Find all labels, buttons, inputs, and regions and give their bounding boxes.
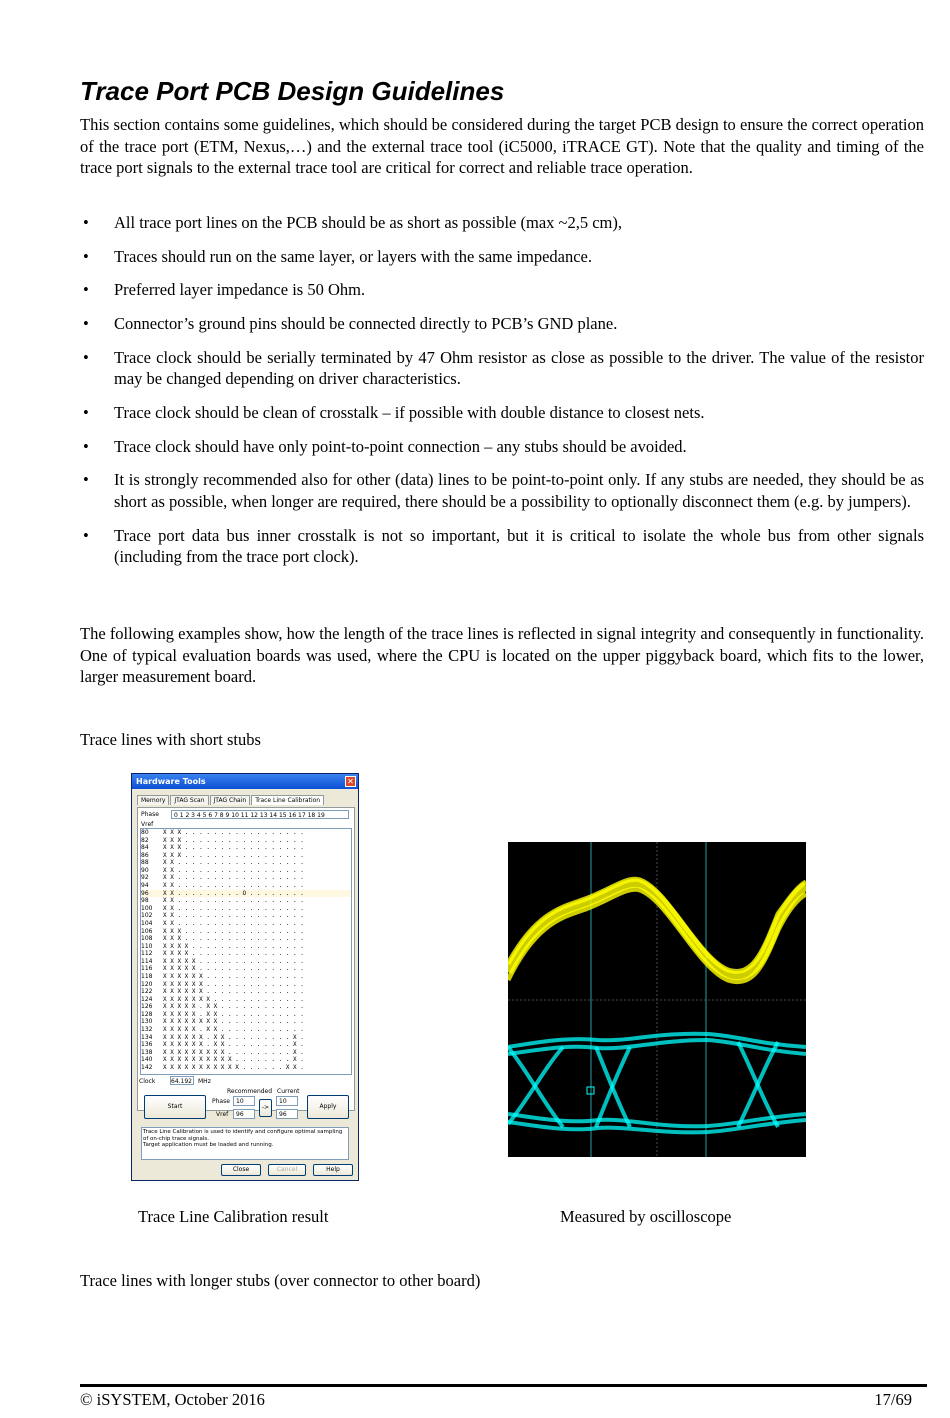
vref-value: 98: [141, 897, 149, 905]
vref-value: 128: [141, 1010, 153, 1018]
calibration-row: [141, 897, 351, 905]
calibration-row: [141, 1018, 351, 1026]
cancel-button[interactable]: Cancel: [268, 1164, 306, 1176]
vref-value: 120: [141, 980, 153, 988]
phase-marks: X X X X . . . . . . . . . . . . . . . .: [163, 950, 304, 958]
vref-value: 110: [141, 942, 153, 950]
caption-oscilloscope: Measured by oscilloscope: [560, 1207, 732, 1226]
phase-marks: X X X X X X . . . . . . . . . . . . . .: [163, 988, 304, 996]
page-number: 17/69: [874, 1390, 912, 1409]
calibration-row: [141, 867, 351, 875]
phase-marks: X X X X . . . . . . . . . . . . . . . .: [163, 942, 304, 950]
phase-marks: X X . . . . . . . . . . . . . . . . . .: [163, 897, 304, 905]
vref-value: 102: [141, 912, 153, 920]
phase-marks: X X X . . . . . . . . . . . . . . . . .: [163, 935, 304, 943]
phase-marks: X X X X X X . . . . . . . . . . . . . .: [163, 980, 304, 988]
calibration-row: [141, 996, 351, 1004]
recommended-vref-field: 96: [233, 1109, 255, 1119]
phase-marks: X X . . . . . . . . . . . . . . . . . .: [163, 919, 304, 927]
phase-marks: X X X X X X X X X X . . . . . . . . X .: [163, 1056, 304, 1064]
vref-value: 112: [141, 950, 153, 958]
phase-marks: X X X . . . . . . . . . . . . . . . . .: [163, 927, 304, 935]
vref-value: 116: [141, 965, 153, 973]
bullet-icon: •: [83, 246, 89, 266]
calibration-row: [141, 973, 351, 981]
vref-value: 108: [141, 935, 153, 943]
phase-marks: X X X X X X . X X . . . . . . . . . X .: [163, 1041, 304, 1049]
close-button[interactable]: Close: [221, 1164, 261, 1176]
vref-value: 124: [141, 995, 153, 1003]
list-item: • Connector’s ground pins should be connected directly to PCB’s GND plane.: [83, 314, 618, 334]
vref-value: 86: [141, 851, 149, 859]
vref-value: 132: [141, 1026, 153, 1034]
calibration-row: [141, 874, 351, 882]
list-item: • All trace port lines on the PCB should be as short as possible (max ~2,5 cm),: [83, 213, 622, 232]
phase-marks: X X . . . . . . . . . . . . . . . . . .: [163, 859, 304, 867]
phase-marks: X X X X X . X X . . . . . . . . . . . .: [163, 1010, 304, 1018]
start-button[interactable]: Start: [144, 1095, 206, 1119]
vref-value: 100: [141, 904, 153, 912]
info-line: Trace Line Calibration is used to identify and configure optimal sampling of on-chip trace signals.: [143, 1129, 343, 1142]
list-item: • Trace clock should have only point-to-point connection – any stubs should be avoided.: [83, 436, 687, 456]
clock-label: Clock: [139, 1078, 156, 1085]
phase-marks: X X X X X X X X X X X . . . . . . X X .: [163, 1063, 304, 1071]
calibration-row: [141, 943, 351, 951]
bullet-icon: •: [83, 436, 89, 456]
phase-marks: X X X . . . . . . . . . . . . . . . . .: [163, 844, 304, 852]
vref-value: 118: [141, 972, 153, 980]
dialog-title-bar: [132, 774, 358, 789]
vref-value: 92: [141, 874, 149, 882]
calibration-row: [141, 965, 351, 973]
vref-label: Vref: [141, 821, 154, 828]
current-phase-field[interactable]: 10: [276, 1096, 298, 1106]
calibration-row: [141, 882, 351, 890]
tab-jtag-chain[interactable]: JTAG Chain: [210, 795, 251, 805]
calibration-row: [141, 905, 351, 913]
phase-marks: X X X . . . . . . . . . . . . . . . . .: [163, 851, 304, 859]
calibration-row: [141, 837, 351, 845]
footer-copyright: © iSYSTEM, October 2016: [80, 1390, 265, 1409]
help-button[interactable]: Help: [313, 1164, 353, 1176]
phase-marks: X X X X X . X X . . . . . . . . . . . .: [163, 1026, 304, 1034]
tab-trace-line-calibration[interactable]: Trace Line Calibration: [251, 795, 324, 805]
phase-marks: X X . . . . . . . . . . . . . . . . . .: [163, 866, 304, 874]
copy-arrow-button[interactable]: ->: [259, 1099, 272, 1117]
phase-marks: X X X X X X X X X . . . . . . . . . X .: [163, 1048, 304, 1056]
oscilloscope-capture: [508, 842, 806, 1157]
oscilloscope-waveforms: [508, 842, 806, 1157]
calibration-row: [141, 981, 351, 989]
phase-label: Phase: [141, 811, 159, 818]
vref-value: 130: [141, 1018, 153, 1026]
tab-jtag-scan[interactable]: JTAG Scan: [170, 795, 208, 805]
bullet-icon: •: [83, 213, 89, 232]
longer-stubs-label: Trace lines with longer stubs (over connector to other board): [80, 1271, 481, 1290]
list-item: • It is strongly recommended also for other (data) lines to be point-to-point only. If any stubs are needed, they should be as short as possible, when longer are required, there should be a possibility to optionally disconnect them (e.g. by jumpers).: [83, 470, 924, 511]
apply-button[interactable]: Apply: [307, 1095, 349, 1119]
vref-value: 82: [141, 836, 149, 844]
phase-header: 0 1 2 3 4 5 6 7 8 9 10 11 12 13 14 15 16 17 18 19: [171, 810, 349, 819]
phase-marks: X X X X X . . . . . . . . . . . . . . .: [163, 965, 304, 973]
vref-value: 106: [141, 927, 153, 935]
intro-paragraph: This section contains some guidelines, which should be considered during the target PCB design to ensure the correct operation of the trace port (ETM, Nexus,…) and the external trace tool (iC5000, iTRACE GT). Note that the quality and timing of the trace port signals to the external trace tool are critical for correct and reliable trace operation.: [80, 115, 924, 177]
calibration-panel: [137, 807, 355, 1111]
tab-memory[interactable]: Memory: [137, 795, 169, 805]
examples-paragraph: The following examples show, how the length of the trace lines is reflected in signal integrity and consequently in functionality. One of typical evaluation boards was used, where the CPU is located on the upper piggyback board, which fits to the lower, larger measurement board.: [80, 624, 924, 686]
vref-value: 96: [141, 889, 149, 897]
calibration-row: [141, 1026, 351, 1034]
bullet-icon: •: [83, 347, 89, 367]
calibration-row: [141, 852, 351, 860]
phase-marks: X X . . . . . . . . . O . . . . . . . .: [163, 889, 304, 897]
phase-marks: X X . . . . . . . . . . . . . . . . . .: [163, 904, 304, 912]
list-item: • Trace clock should be serially terminated by 47 Ohm resistor as close as possible to the driver. The value of the resistor may be changed depending on driver characteristics.: [83, 347, 924, 389]
current-vref-field[interactable]: 96: [276, 1109, 298, 1119]
bullet-icon: •: [83, 525, 89, 545]
section-heading: Trace Port PCB Design Guidelines: [80, 76, 505, 106]
calibration-row: [141, 1064, 351, 1072]
hardware-tools-dialog: [131, 773, 359, 1181]
bullet-icon: •: [83, 470, 89, 490]
vref-value: 142: [141, 1063, 153, 1071]
vref-field-label: Vref: [216, 1111, 229, 1118]
list-item: • Trace port data bus inner crosstalk is not so important, but it is critical to isolate the whole bus from other signals (including from the trace port clock).: [83, 525, 924, 566]
list-item: • Trace clock should be clean of crosstalk – if possible with double distance to closest nets.: [83, 402, 705, 422]
phase-marks: X X X X X X . . . . . . . . . . . . . .: [163, 972, 304, 980]
recommended-phase-field: 10: [233, 1096, 255, 1106]
calibration-row: [141, 829, 351, 837]
calibration-row: [141, 935, 351, 943]
vref-value: 104: [141, 919, 153, 927]
current-label: Current: [277, 1088, 300, 1095]
vref-value: 94: [141, 882, 149, 890]
vref-value: 84: [141, 844, 149, 852]
calibration-row: [141, 1041, 351, 1049]
list-item: • Preferred layer impedance is 50 Ohm.: [83, 280, 366, 300]
vref-value: 90: [141, 866, 149, 874]
phase-marks: X X X X X . . . . . . . . . . . . . . .: [163, 957, 304, 965]
phase-marks: X X X X X . X X . . . . . . . . . . . .: [163, 1003, 304, 1011]
phase-marks: X X X X X X X . . . . . . . . . . . . .: [163, 995, 304, 1003]
calibration-row: [141, 890, 351, 898]
vref-value: 80: [141, 829, 149, 836]
vref-value: 126: [141, 1003, 153, 1011]
phase-marks: X X X . . . . . . . . . . . . . . . . .: [163, 829, 304, 836]
calibration-row: [141, 928, 351, 936]
close-icon[interactable]: ✕: [345, 776, 356, 787]
phase-marks: X X X . . . . . . . . . . . . . . . . .: [163, 836, 304, 844]
bullet-icon: •: [83, 280, 89, 300]
calibration-row: [141, 1011, 351, 1019]
dialog-tabs: [137, 795, 324, 805]
calibration-grid[interactable]: [140, 828, 352, 1075]
phase-field-label: Phase: [212, 1098, 230, 1105]
calibration-row: [141, 988, 351, 996]
calibration-row: [141, 958, 351, 966]
calibration-row: [141, 1056, 351, 1064]
calibration-row: [141, 1003, 351, 1011]
bullet-icon: •: [83, 314, 89, 334]
vref-value: 136: [141, 1041, 153, 1049]
phase-marks: X X X X X X . X X . . . . . . . . . X .: [163, 1033, 304, 1041]
phase-marks: X X . . . . . . . . . . . . . . . . . .: [163, 882, 304, 890]
calibration-controls: [137, 1088, 353, 1128]
info-text-box: [141, 1127, 349, 1160]
list-item: • Traces should run on the same layer, or layers with the same impedance.: [83, 246, 593, 266]
recommended-label: Recommended: [227, 1088, 273, 1095]
phase-marks: X X . . . . . . . . . . . . . . . . . .: [163, 874, 304, 882]
caption-calibration: Trace Line Calibration result: [138, 1207, 329, 1226]
calibration-row: [141, 1034, 351, 1042]
guidelines-list: [80, 212, 924, 580]
vref-value: 122: [141, 988, 153, 996]
info-line: Target application must be loaded and running.: [143, 1142, 274, 1148]
vref-value: 114: [141, 957, 153, 965]
bullet-icon: •: [83, 402, 89, 422]
dialog-title: Hardware Tools: [136, 777, 206, 786]
calibration-row: [141, 912, 351, 920]
short-stubs-label: Trace lines with short stubs: [80, 730, 261, 749]
calibration-row: [141, 859, 351, 867]
vref-value: 88: [141, 859, 149, 867]
calibration-row: [141, 1049, 351, 1057]
calibration-row: [141, 950, 351, 958]
vref-value: 134: [141, 1033, 153, 1041]
footer-rule: [80, 1384, 927, 1387]
calibration-row: [141, 920, 351, 928]
calibration-row: [141, 844, 351, 852]
vref-value: 138: [141, 1048, 153, 1056]
phase-marks: X X X X X X X X . . . . . . . . . . . .: [163, 1018, 304, 1026]
clock-value: 64.192: [171, 1078, 192, 1085]
clock-unit: MHz: [198, 1078, 211, 1085]
vref-value: 140: [141, 1056, 153, 1064]
phase-marks: X X . . . . . . . . . . . . . . . . . .: [163, 912, 304, 920]
